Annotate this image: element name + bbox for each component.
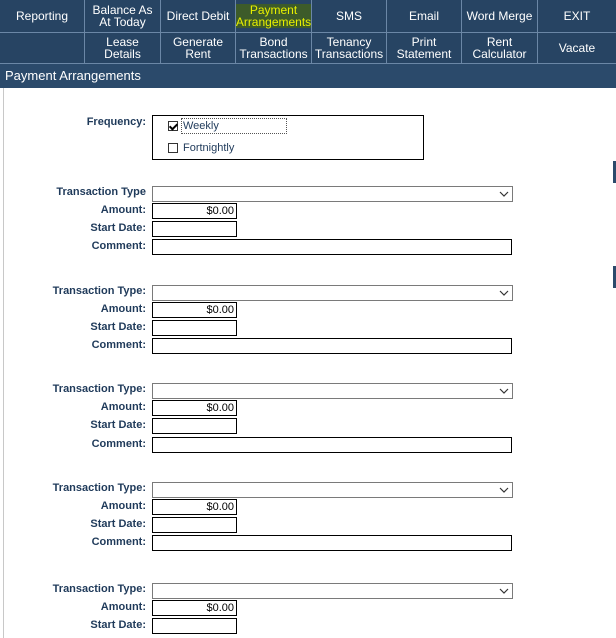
nav-sms-button[interactable]: SMS [312,0,387,32]
amount-input[interactable]: $0.00 [152,203,237,219]
start-date-input[interactable] [152,618,237,634]
nav-vacate-button[interactable]: Vacate [558,41,596,55]
nav-row-primary [0,0,616,32]
nav-tenancy-transactions-button[interactable]: Tenancy Transactions [312,33,387,63]
nav-direct-debit-button[interactable]: Direct Debit [161,0,236,32]
amount-label: Amount: [100,401,146,413]
nav-generate-rent-button[interactable]: Generate Rent [161,33,236,63]
comment-label: Comment: [91,339,146,351]
comment-input[interactable] [152,239,512,255]
top-navigation [0,0,616,64]
comment-label: Comment: [91,438,146,450]
amount-label: Amount: [100,500,146,512]
chevron-down-icon[interactable] [496,187,512,201]
transaction-type-select[interactable] [152,482,513,498]
start-date-label: Start Date: [90,419,146,431]
transaction-type-select[interactable] [152,285,513,301]
amount-input[interactable]: $0.00 [152,499,237,515]
start-date-label: Start Date: [90,321,146,333]
transaction-type-label: Transaction Type: [52,482,146,494]
amount-input[interactable]: $0.00 [152,600,237,616]
fortnightly-label[interactable]: Fortnightly [183,142,235,154]
amount-input[interactable]: $0.00 [152,302,237,318]
weekly-checkbox[interactable] [168,121,178,131]
nav-empty-slot [0,33,85,63]
chevron-down-icon[interactable] [496,483,512,497]
nav-payment-arrangements-button[interactable]: Payment Arrangements [236,0,312,32]
chevron-down-icon[interactable] [496,286,512,300]
weekly-label[interactable]: Weekly [183,120,285,132]
page-title: Payment Arrangements [0,64,616,88]
amount-label: Amount: [100,303,146,315]
frequency-group [152,115,424,160]
comment-label: Comment: [91,536,146,548]
nav-word-merge-button[interactable]: Word Merge [462,0,538,32]
transaction-type-label: Transaction Type [56,186,146,198]
comment-input[interactable] [152,535,512,551]
fortnightly-checkbox[interactable] [168,143,178,153]
transaction-type-select[interactable] [152,583,513,599]
chevron-down-icon[interactable] [496,584,512,598]
nav-row-secondary [0,33,616,63]
start-date-input[interactable] [152,418,237,434]
start-date-label: Start Date: [90,518,146,530]
transaction-type-select[interactable] [152,383,513,399]
nav-email-button[interactable]: Email [387,0,462,32]
start-date-input[interactable] [152,320,237,336]
nav-balance-button[interactable]: Balance As At Today [85,0,161,32]
nav-exit-button[interactable]: EXIT [563,9,591,23]
amount-input[interactable]: $0.00 [152,400,237,416]
start-date-label: Start Date: [90,222,146,234]
nav-bond-transactions-button[interactable]: Bond Transactions [236,33,312,63]
start-date-input[interactable] [152,221,237,237]
nav-lease-details-button[interactable]: Lease Details [85,33,161,63]
nav-rent-calculator-button[interactable]: Rent Calculator [462,33,538,63]
payment-arrangements-form [4,88,616,638]
comment-input[interactable] [152,338,512,354]
transaction-type-select[interactable] [152,186,513,202]
amount-label: Amount: [100,204,146,216]
transaction-type-label: Transaction Type: [52,583,146,595]
nav-print-statement-button[interactable]: Print Statement [387,33,462,63]
frequency-label: Frequency: [86,116,146,128]
comment-input[interactable] [152,437,512,453]
start-date-input[interactable] [152,517,237,533]
chevron-down-icon[interactable] [496,384,512,398]
transaction-type-label: Transaction Type: [52,285,146,297]
comment-label: Comment: [91,240,146,252]
nav-reporting-button[interactable]: Reporting [0,0,85,32]
transaction-type-label: Transaction Type: [52,383,146,395]
amount-label: Amount: [100,601,146,613]
start-date-label: Start Date: [90,619,146,631]
